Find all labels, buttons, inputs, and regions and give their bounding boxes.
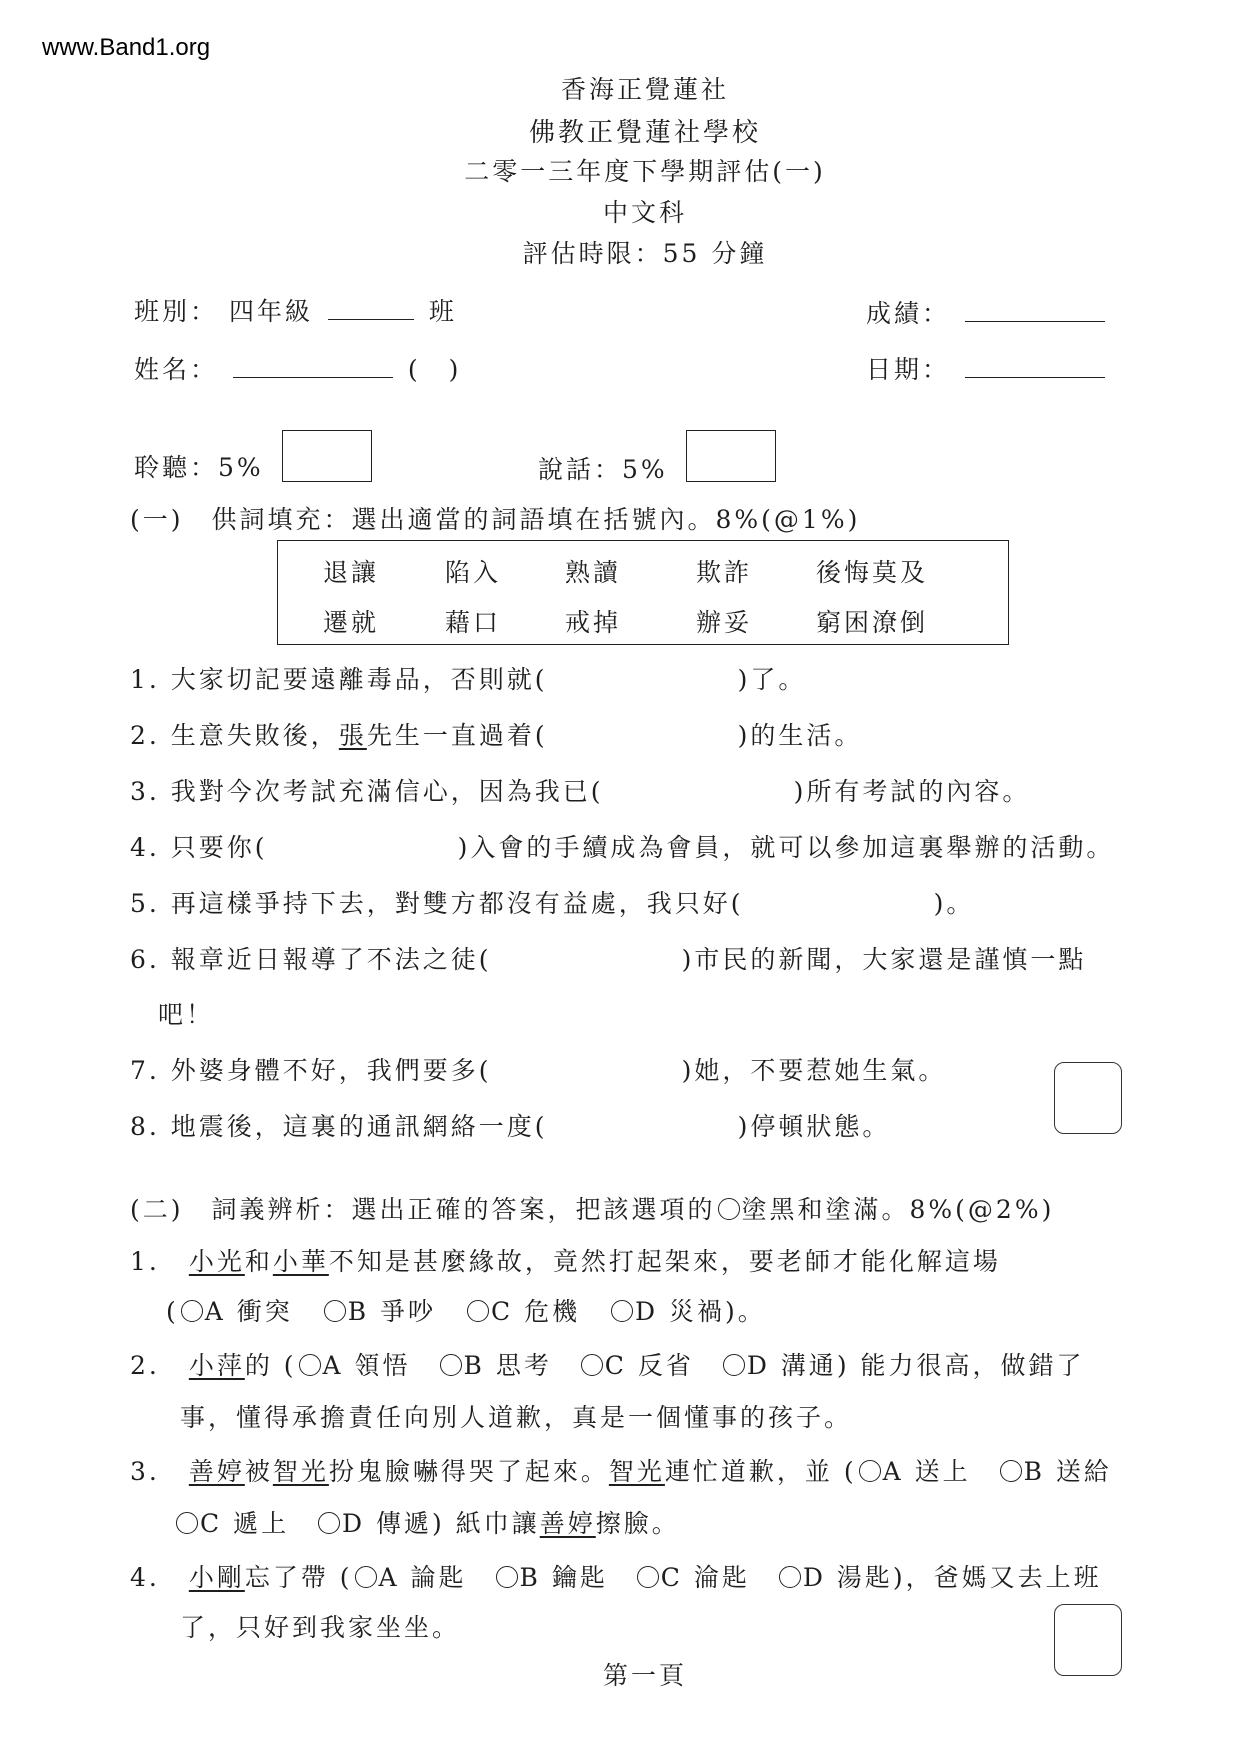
question-number: 4.: [130, 1563, 160, 1592]
word-bank-item: 後悔莫及: [816, 558, 929, 587]
name-label: 姓名：: [134, 355, 219, 384]
s1-question-5: [130, 884, 974, 920]
s2-question-4-cont: 了，只好到我家坐坐。: [180, 1613, 461, 1642]
proper-name: 智光: [608, 1457, 665, 1486]
question-text: )。: [725, 1297, 766, 1326]
school-name: 佛教正覺蓮社學校: [528, 118, 761, 148]
question-text: )市民的新聞，大家還是謹慎一點: [681, 945, 1087, 974]
s2-question-1: [130, 1242, 1001, 1278]
section1-title: (一) 供詞填充：選出適當的詞語填在括號內。8%(@1%): [130, 505, 861, 534]
word-bank-item: 戒掉: [565, 608, 622, 637]
option-label: D 溝通: [746, 1351, 837, 1380]
option-label: D 湯匙: [802, 1563, 893, 1592]
option-circle-icon[interactable]: [859, 1460, 881, 1482]
score-label: 成績：: [866, 299, 951, 328]
question-text: )所有考試的內容。: [793, 777, 1031, 806]
proper-name: 小剛: [188, 1563, 245, 1592]
date-label: 日期：: [866, 355, 951, 384]
option-circle-icon[interactable]: [181, 1300, 203, 1322]
word-bank-item: 欺詐: [696, 558, 753, 587]
question-text: 扮鬼臉嚇得哭了起來。: [328, 1457, 609, 1486]
question-text: 和: [244, 1247, 273, 1276]
class-suffix: 班: [428, 297, 457, 326]
s2-question-3: [130, 1452, 1112, 1488]
option-circle-icon[interactable]: [299, 1354, 321, 1376]
option-label: B 鑰匙: [519, 1563, 608, 1592]
proper-name: 小萍: [188, 1351, 245, 1380]
s2-question-2: [130, 1346, 1085, 1382]
listening-mark: 聆聽：5%: [134, 453, 264, 482]
question-text: )的生活。: [737, 721, 863, 750]
option-label: B 思考: [463, 1351, 552, 1380]
option-circle-icon: [718, 1198, 740, 1220]
question-text: ) 能力很高，做錯了: [836, 1351, 1085, 1380]
s1-question-7: [130, 1051, 946, 1087]
word-bank-item: 藉口: [445, 608, 502, 637]
option-circle-icon[interactable]: [355, 1566, 377, 1588]
option-label: D 傳遞: [342, 1509, 433, 1538]
word-bank-item: 退讓: [323, 558, 380, 587]
speaking-mark: 說話：5%: [538, 455, 668, 484]
option-circle-icon[interactable]: [318, 1512, 340, 1534]
option-circle-icon[interactable]: [496, 1566, 518, 1588]
question-text: 連忙道歉，並 (: [664, 1457, 857, 1486]
page-number: 第一頁: [602, 1661, 687, 1690]
s1-question-8: [130, 1107, 890, 1143]
section1-score-box[interactable]: [1054, 1062, 1122, 1134]
word-bank-item: 熟讀: [565, 558, 622, 587]
org-name: 香海正覺蓮社: [560, 75, 729, 104]
word-bank: [277, 540, 1009, 645]
proper-name: 善婷: [539, 1509, 596, 1538]
question-text: 8. 地震後，這裏的通訊網絡一度(: [130, 1112, 548, 1141]
s2-question-1-options: ( A 衝突 B 爭吵 C 危機 D 災禍)。: [166, 1297, 766, 1326]
question-text: )停頓狀態。: [737, 1112, 891, 1141]
word-bank-item: 陷入: [445, 558, 502, 587]
class-blank[interactable]: [328, 318, 414, 320]
s1-question-3: [130, 772, 1030, 808]
s2-question-3-cont: [174, 1504, 680, 1540]
option-circle-icon[interactable]: [440, 1354, 462, 1376]
option-circle-icon[interactable]: [611, 1300, 633, 1322]
option-label: C 危機: [491, 1297, 581, 1326]
proper-name: 善婷: [188, 1457, 245, 1486]
question-text: 的 (: [244, 1351, 297, 1380]
question-text: 7. 外婆身體不好，我們要多(: [130, 1056, 492, 1085]
s1-question-1: [130, 660, 806, 696]
question-text: 1. 大家切記要遠離毒品，否則就(: [130, 665, 548, 694]
class-grade: 四年級: [228, 297, 313, 326]
question-text: 4. 只要你(: [130, 833, 268, 862]
proper-name: 小光: [188, 1247, 245, 1276]
date-blank[interactable]: [965, 376, 1105, 378]
class-label: 班別：: [134, 297, 219, 326]
option-circle-icon[interactable]: [637, 1566, 659, 1588]
question-text: 先生一直過着(: [366, 721, 548, 750]
question-text: )入會的手續成為會員，就可以參加這裏舉辦的活動。: [457, 833, 1115, 862]
question-text: 3. 我對今次考試充滿信心，因為我已(: [130, 777, 604, 806]
class-field: [134, 292, 457, 328]
listening-score-box[interactable]: [282, 430, 372, 482]
option-circle-icon[interactable]: [1000, 1460, 1022, 1482]
option-label: C 遞上: [200, 1509, 290, 1538]
s1-question-2: [130, 716, 862, 752]
word-bank-item: 辦妥: [696, 608, 753, 637]
option-label: A 衝突: [204, 1297, 293, 1326]
section-title-text: 塗黑和塗滿。8%(@2%): [741, 1195, 1055, 1224]
question-text: )。: [933, 889, 975, 918]
name-field: [134, 350, 461, 386]
option-circle-icon[interactable]: [581, 1354, 603, 1376]
section-title-text: (二) 詞義辨析：選出正確的答案，把該選項的: [130, 1195, 716, 1224]
question-text: 不知是甚麼緣故，竟然打起架來，要老師才能化解這場: [328, 1247, 1001, 1276]
site-watermark: www.Band1.org: [42, 34, 211, 61]
question-text: )她，不要惹她生氣。: [681, 1056, 947, 1085]
exam-title: 二零一三年度下學期評估(一): [464, 157, 826, 186]
word-bank-item: 遷就: [323, 608, 380, 637]
word-bank-item: 窮困潦倒: [816, 608, 929, 637]
option-label: B 爭吵: [347, 1297, 437, 1326]
speaking-score-box[interactable]: [686, 430, 776, 482]
s2-question-4: [130, 1558, 1102, 1594]
date-field: [866, 350, 1109, 386]
question-number: 2.: [130, 1351, 160, 1380]
question-text: )，爸媽又去上班: [892, 1563, 1102, 1592]
option-circle-icon[interactable]: [324, 1300, 346, 1322]
name-number-paren: ( ): [407, 355, 462, 384]
s1-question-6-cont: 吧！: [158, 1000, 215, 1029]
s2-question-2-cont: 事，懂得承擔責任向別人道歉，真是一個懂事的孩子。: [180, 1403, 853, 1432]
s1-question-4: [130, 828, 1114, 864]
option-label: C 反省: [604, 1351, 694, 1380]
question-text: 擦臉。: [595, 1509, 680, 1538]
question-number: 1.: [130, 1247, 160, 1276]
option-label: C 淪匙: [660, 1563, 750, 1592]
s1-question-6: [130, 940, 1086, 976]
option-circle-icon[interactable]: [723, 1354, 745, 1376]
proper-name: 小華: [272, 1247, 329, 1276]
question-text: )了。: [737, 665, 807, 694]
time-limit: 評估時限：55 分鐘: [522, 239, 768, 268]
subject: 中文科: [602, 198, 687, 227]
option-label: A 論匙: [378, 1563, 467, 1592]
option-label: A 領悟: [322, 1351, 411, 1380]
proper-name: 張: [338, 721, 367, 750]
option-label: B 送給: [1023, 1457, 1112, 1486]
name-blank[interactable]: [233, 376, 393, 378]
question-text: 2. 生意失敗後，: [130, 721, 339, 750]
option-circle-icon[interactable]: [176, 1512, 198, 1534]
question-text: 被: [244, 1457, 273, 1486]
question-text: 6. 報章近日報導了不法之徒(: [130, 945, 492, 974]
question-text: 5. 再這樣爭持下去，對雙方都沒有益處，我只好(: [130, 889, 744, 918]
section2-title: [130, 1190, 1054, 1226]
score-blank[interactable]: [965, 320, 1105, 322]
question-number: 3.: [130, 1457, 160, 1486]
question-text: ) 紙巾讓: [432, 1509, 540, 1538]
option-label: D 災禍: [635, 1297, 726, 1326]
proper-name: 智光: [272, 1457, 329, 1486]
option-circle-icon[interactable]: [779, 1566, 801, 1588]
question-text: 忘了帶 (: [244, 1563, 353, 1592]
option-label: A 送上: [882, 1457, 971, 1486]
score-field: [866, 294, 1109, 330]
option-circle-icon[interactable]: [467, 1300, 489, 1322]
